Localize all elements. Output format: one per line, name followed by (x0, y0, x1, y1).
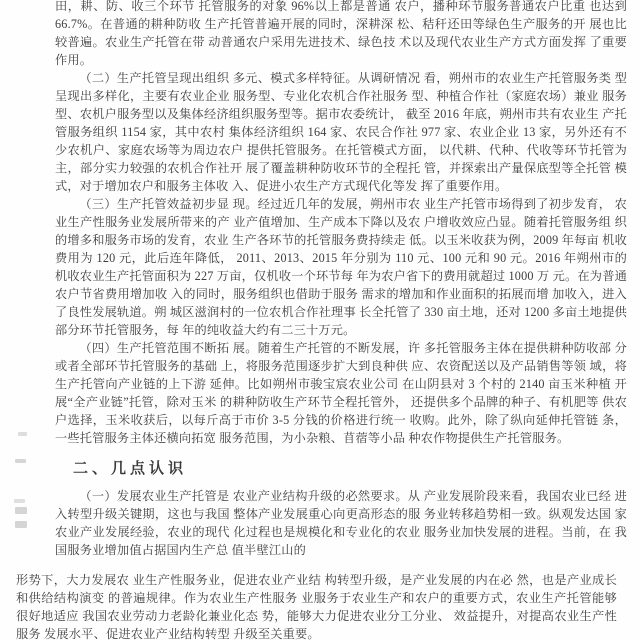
paragraph-item-4: （四）生产托管范围不断拓 展。随着生产托管的不断发展，许 多托管服务主体在提供耕种防收部 分或者全部环节托管服务的基础 上，将服务范围逐步扩大到良种供 应、农资配送以及产品销售等领 域，将生产托管向产业链的上下游 延伸。比如朔州市骏宝宸农业公司 在山阴县对 3 个村的 2140 亩玉米种植 开展“全产业链”托管，除对玉米 的耕种防收生产环节全程托管外， 还提供多个品牌的种子、有机肥等 供农户选择，玉米收获后，以每斤高于市价 3-5 分钱的价格进行统一 收购。此外，除了纵向延伸托管链 条，一些托管服务主体还横向拓宽 服务范围，为小杂粮、苜蓿等小品 种农作物提供生产托管服务。 (55, 341, 627, 445)
scan-artifact-smudge (15, 507, 27, 514)
scan-artifact-smudge (15, 459, 26, 463)
main-text-block (55, 0, 627, 559)
paragraph-bottom-continuation: 形势下，大力发展农 业生产性服务业，促进农业产业结 构转型升级，是产业发展的内在必 然，也是产业成长和供给结构演变 的普遍规律。作为农业生产性服务 业服务于农业生产和农户的重要方式，农业生产托管能够很好地适应 我国农业劳动力老龄化兼业化态 势，能够大力促进农业分工分业、 效益提升，对提高农业生产性服务 发展水平、促进农业产业结构转型 升级至关重要。 (16, 573, 617, 640)
paragraph-continued-from-previous-page: 田，耕、防、收三个环节 托管服务的对象 96%以上都是普通 农户，播种环节服务普通农户比重 也达到 66.7%。在普通的耕种防收 生产托管普遍开展的同时，深耕深 松、秸秆还田等绿色生产服务的开 展也比较普遍。农业生产托管在带 动普通农户采用先进技术、绿色技 术以及现代农业生产方式方面发挥 了重要作用。 (55, 0, 627, 67)
paragraph-item-2: （二）生产托管呈现出组织 多元、模式多样特征。从调研情况 看，朔州市的农业生产托管服务类 型呈现出多样化，主要有农业企业 服务型、专业化农机合作社服务 型、种植合作社（家庭农场）兼业 服务型、农机户服务型以及集体经济组织服务型等。据市农委统计， 截至 2016 年底，朔州市共有农业生 产托管服务组织 1154 家，其中农村 集体经济组织 164 家、农民合作社 977 家、农业企业 13 家，另外还有不少农机户、家庭农场等为周边农户 提供托管服务。在托管模式方面， 以代耕、代种、代收等环节托管为 主，部分实力较强的农机合作社开 展了覆盖耕种防收环节的全程托 管，并探索出产量保底型等全托管 模式，对于增加农户和服务主体收 入、促进小农生产方式现代化等发 挥了重要作用。 (55, 71, 627, 193)
scan-artifact-smudge (15, 521, 27, 528)
scan-artifact-smudge (18, 432, 27, 436)
paragraph-item-3: （三）生产托管效益初步显 现。经过近几年的发展，朔州市农 业生产托管市场得到了初步发育， 农业生产性服务业发展所带来的产 业产值增加、生产成本下降以及农 户增收效应凸显。随着托管服务组 织的增多和服务市场的发育，农业 生产各环节的托管服务费持续走 低。以玉米收获为例，2009 年每亩 机收费用为 120 元，此后连年降低， 2011、2013、2015 年分别为 110 元、100 元和 90 元。2016 年朔州市的机收农业生产托管面积为 227 万亩，仅机收一个环节每 年为农户省下的费用就超过 1000 万 元。在为普通农户节省费用增加收 入的同时，服务组织也借助于服务 需求的增加和作业面积的拓展而增 加收入，进入了良性发展轨道。朔 城区滋润村的一位农机合作社理事 长全托管了 330 亩土地，还对 1200 多亩土地提供部分环节托管服务，每 年的纯收益大约有二三十万元。 (55, 197, 627, 337)
section-heading: 二、几点认识 (73, 461, 188, 477)
bottom-text-block (16, 571, 617, 640)
paragraph-item-1: （一）发展农业生产托管是 农业产业结构升级的必然要求。从 产业发展阶段来看，我国农业已经 进入转型升级关键期，这也与我国 整体产业发展重心向更高形态的服 务业转移趋势相一致。纵观发达国 家农业产业发展经验，农业的现代 化过程也是规模化和专业化的农业 服务业加快发展的进程。当前，在 我国服务业增加值占据国内生产总 值半壁江山的 (55, 489, 627, 557)
scan-artifact-smudge (14, 499, 25, 503)
